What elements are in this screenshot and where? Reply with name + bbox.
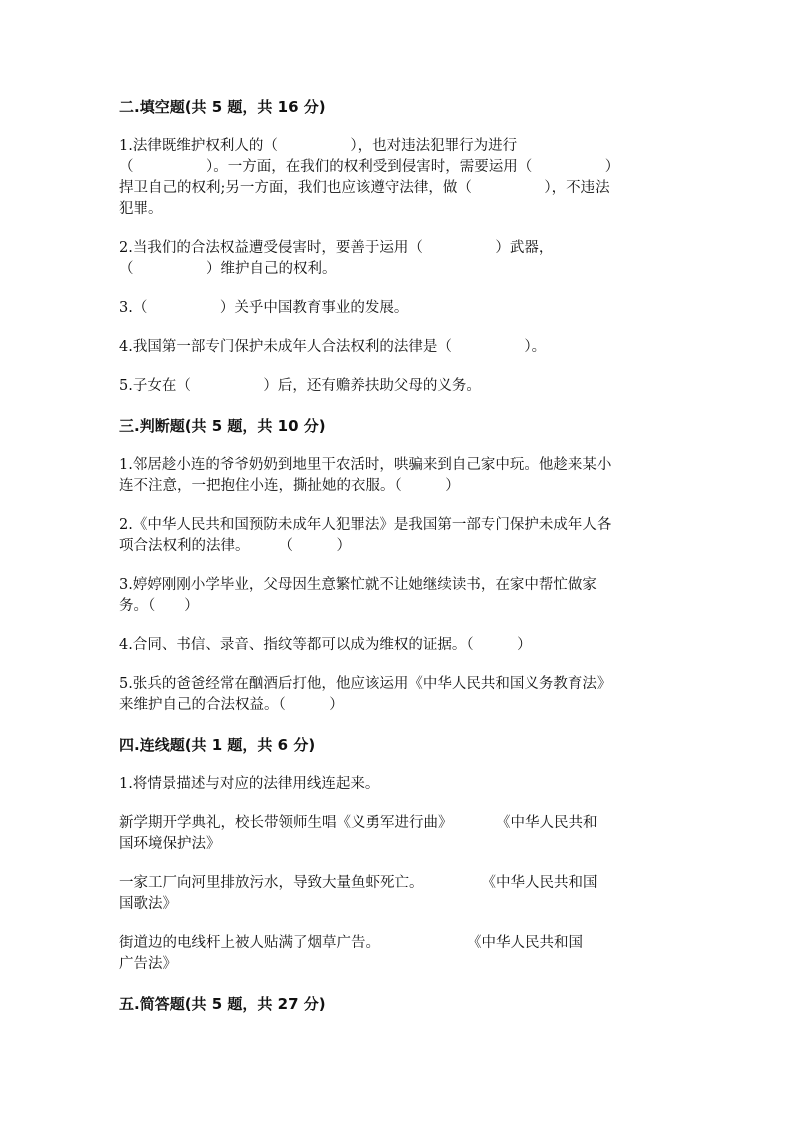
question-item bbox=[119, 674, 679, 716]
question-item bbox=[119, 376, 679, 397]
question-item bbox=[119, 635, 679, 656]
question-item bbox=[119, 873, 679, 915]
question-line: 新学期开学典礼，校长带领师生唱《义勇军进行曲》 《中华人民共和 bbox=[119, 815, 598, 831]
question-line: 连不注意，一把抱住小连，撕扯她的衣服。（ ） bbox=[119, 478, 460, 494]
question-item bbox=[119, 238, 679, 280]
question-item bbox=[119, 136, 679, 220]
question-line: 2.《中华人民共和国预防未成年人犯罪法》是我国第一部专门保护未成年人各 bbox=[119, 517, 612, 533]
question-item bbox=[119, 774, 679, 795]
question-item bbox=[119, 933, 679, 975]
question-line: 捍卫自己的权利;另一方面，我们也应该遵守法律，做（ ），不违法 bbox=[119, 180, 610, 196]
question-item bbox=[119, 813, 679, 855]
question-line: 国歌法》 bbox=[119, 896, 177, 912]
question-line: 1.法律既维护权利人的（ ），也对违法犯罪行为进行 bbox=[119, 138, 518, 154]
question-line: 4.我国第一部专门保护未成年人合法权利的法律是（ ）。 bbox=[119, 339, 547, 355]
question-item bbox=[119, 575, 679, 617]
question-line: （ ）。一方面，在我们的权利受到侵害时，需要运用（ ） bbox=[119, 159, 620, 175]
section-title: 五.简答题(共 5 题，共 27 分) bbox=[119, 995, 326, 1013]
section-title: 三.判断题(共 5 题，共 10 分) bbox=[119, 417, 326, 435]
question-line: 2.当我们的合法权益遭受侵害时，要善于运用（ ）武器， bbox=[119, 240, 554, 256]
question-line: 3.（ ）关乎中国教育事业的发展。 bbox=[119, 300, 409, 316]
question-line: 1.将情景描述与对应的法律用线连起来。 bbox=[119, 776, 380, 792]
question-line: 5.张兵的爸爸经常在酗酒后打他，他应该运用《中华人民共和国义务教育法》 bbox=[119, 676, 612, 692]
question-line: 国环境保护法》 bbox=[119, 836, 221, 852]
question-line: （ ）维护自己的权利。 bbox=[119, 261, 337, 277]
question-line: 4.合同、书信、录音、指纹等都可以成为维权的证据。（ ） bbox=[119, 637, 532, 653]
section-title: 四.连线题(共 1 题，共 6 分) bbox=[119, 736, 316, 754]
question-line: 广告法》 bbox=[119, 956, 177, 972]
question-line: 来维护自己的合法权益。（ ） bbox=[119, 697, 344, 713]
question-item bbox=[119, 455, 679, 497]
question-line: 一家工厂向河里排放污水，导致大量鱼虾死亡。 《中华人民共和国 bbox=[119, 875, 598, 891]
question-line: 务。（ ） bbox=[119, 598, 199, 614]
question-item bbox=[119, 337, 679, 358]
question-line: 5.子女在（ ）后，还有赡养扶助父母的义务。 bbox=[119, 378, 481, 394]
question-item bbox=[119, 515, 679, 557]
question-item bbox=[119, 298, 679, 319]
question-line: 犯罪。 bbox=[119, 201, 163, 217]
section-title: 二.填空题(共 5 题，共 16 分) bbox=[119, 98, 326, 116]
document-page bbox=[119, 96, 679, 1033]
question-line: 街道边的电线杆上被人贴满了烟草广告。 《中华人民共和国 bbox=[119, 935, 583, 951]
question-line: 项合法权利的法律。 （ ） bbox=[119, 538, 351, 554]
question-line: 1.邻居趁小连的爷爷奶奶到地里干农活时，哄骗来到自己家中玩。他趁来某小 bbox=[119, 457, 612, 473]
question-line: 3.婷婷刚刚小学毕业，父母因生意繁忙就不让她继续读书，在家中帮忙做家 bbox=[119, 577, 597, 593]
